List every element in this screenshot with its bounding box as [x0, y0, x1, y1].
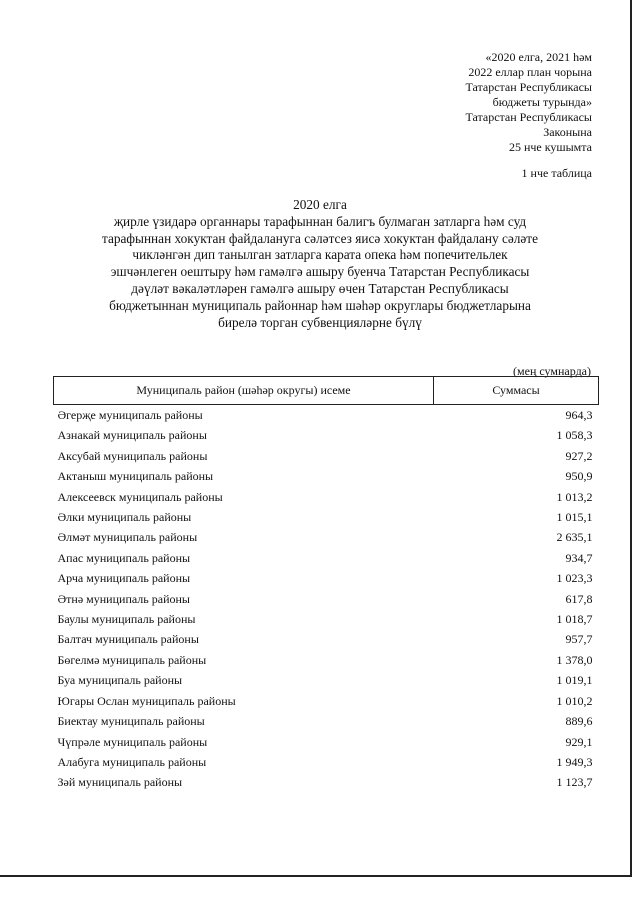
- district-amount: 950,9: [565, 469, 593, 484]
- district-amount: 1 058,3: [556, 428, 593, 443]
- district-amount: 2 635,1: [556, 530, 593, 545]
- district-name: Аксубай муниципаль районы: [57, 448, 208, 463]
- appendix-note-line: Татарстан Республикасы: [465, 80, 592, 94]
- table-row: [54, 732, 599, 752]
- district-amount: 1 023,3: [556, 571, 593, 586]
- district-name: Апас муниципаль районы: [57, 550, 191, 565]
- table-row: [54, 548, 599, 568]
- table-row: [54, 589, 599, 609]
- title-line: бирелә торган субвенцияләрне бүлү: [218, 314, 422, 330]
- district-amount: 957,7: [565, 632, 593, 647]
- table-row: [54, 670, 599, 690]
- district-amount: 1 019,1: [556, 673, 593, 688]
- district-name: Әтнә муниципаль районы: [57, 591, 190, 606]
- table-row: [54, 629, 599, 649]
- table-row: [54, 568, 599, 588]
- title-line: дәүләт вәкаләтләрен гамәлгә ашыру өчен Татарстан Республикасы: [131, 280, 509, 296]
- table-row: [54, 609, 599, 629]
- district-amount: 964,3: [565, 408, 593, 422]
- appendix-note-line: бюджеты турында»: [492, 95, 592, 109]
- table-row: [54, 650, 599, 670]
- title-line: эшчәнлеген оештыру һәм гамәлгә ашыру буенча Татарстан Республикасы: [110, 264, 530, 280]
- table-row: [54, 507, 599, 527]
- appendix-note-line: Законына: [543, 125, 592, 139]
- appendix-note-line: 25 нче кушымта: [508, 140, 592, 154]
- column-header-amount: Суммасы: [434, 377, 599, 405]
- district-name: Алексеевск муниципаль районы: [57, 489, 223, 504]
- district-name: Балтач муниципаль районы: [57, 632, 199, 647]
- district-name: Югары Ослан муниципаль районы: [57, 693, 236, 708]
- title-line: җирле үзидарә органнары тарафыннан балигъ булмаган затларга һәм суд: [113, 213, 527, 229]
- district-name: Азнакай муниципаль районы: [57, 428, 207, 443]
- district-name: Әлмәт муниципаль районы: [57, 530, 198, 545]
- district-amount: 1 018,7: [556, 612, 593, 627]
- district-name: Баулы муниципаль районы: [57, 612, 196, 627]
- table-row: [54, 772, 599, 792]
- district-name: Бөгелмә муниципаль районы: [57, 652, 207, 667]
- district-amount: 1 949,3: [556, 754, 593, 769]
- district-name: Алабуга муниципаль районы: [57, 754, 207, 769]
- district-amount: 1 123,7: [556, 775, 593, 790]
- district-name: Актаныш муниципаль районы: [57, 469, 214, 484]
- table-row: [54, 466, 599, 486]
- appendix-note: [465, 50, 592, 155]
- document-title: [70, 197, 570, 331]
- title-line: бюджетыннан муниципаль районнар һәм шәһәр округлары бюджетларына: [109, 297, 531, 313]
- title-year: 2020 елга: [293, 197, 347, 212]
- title-line: тарафыннан хокуктан файдалануга сәләтсез яисә хокуктан файдалану сәләте: [101, 230, 539, 246]
- district-amount: 1 378,0: [556, 652, 593, 667]
- table-row: [54, 405, 599, 426]
- district-name: Әгерҗе муниципаль районы: [57, 408, 203, 422]
- district-amount: 929,1: [565, 734, 593, 749]
- district-amount: 1 015,1: [556, 510, 593, 525]
- table-header-row: [54, 377, 599, 405]
- district-name: Арча муниципаль районы: [57, 571, 191, 586]
- appendix-note-line: «2020 елга, 2021 һәм: [485, 50, 592, 64]
- district-name: Буа муниципаль районы: [57, 673, 183, 688]
- table-number: 1 нче таблица: [521, 166, 592, 180]
- column-header-name: Муниципаль район (шәһәр округы) исеме: [54, 377, 434, 405]
- table-row: [54, 527, 599, 547]
- table-row: [54, 487, 599, 507]
- appendix-note-line: Татарстан Республикасы: [465, 110, 592, 124]
- district-amount: 617,8: [565, 591, 593, 606]
- appendix-note-line: 2022 еллар план чорына: [468, 65, 592, 79]
- table-row: [54, 711, 599, 731]
- district-name: Чүпрәле муниципаль районы: [57, 734, 208, 749]
- district-amount: 934,7: [565, 550, 593, 565]
- district-name: Зәй муниципаль районы: [57, 775, 183, 790]
- units-label: (мең сумнарда): [513, 364, 591, 378]
- table-row: [54, 752, 599, 772]
- district-amount: 927,2: [565, 448, 593, 463]
- title-line: чикләнгән дип танылган затларга карата опека һәм попечительлек: [132, 247, 508, 263]
- district-amount: 889,6: [565, 714, 593, 729]
- table-row: [54, 446, 599, 466]
- district-name: Әлки муниципаль районы: [57, 510, 192, 525]
- district-amount: 1 010,2: [556, 693, 593, 708]
- table-row: [54, 425, 599, 445]
- subvention-table: [53, 376, 599, 793]
- district-name: Биектау муниципаль районы: [57, 714, 205, 729]
- district-amount: 1 013,2: [556, 489, 593, 504]
- table-row: [54, 691, 599, 711]
